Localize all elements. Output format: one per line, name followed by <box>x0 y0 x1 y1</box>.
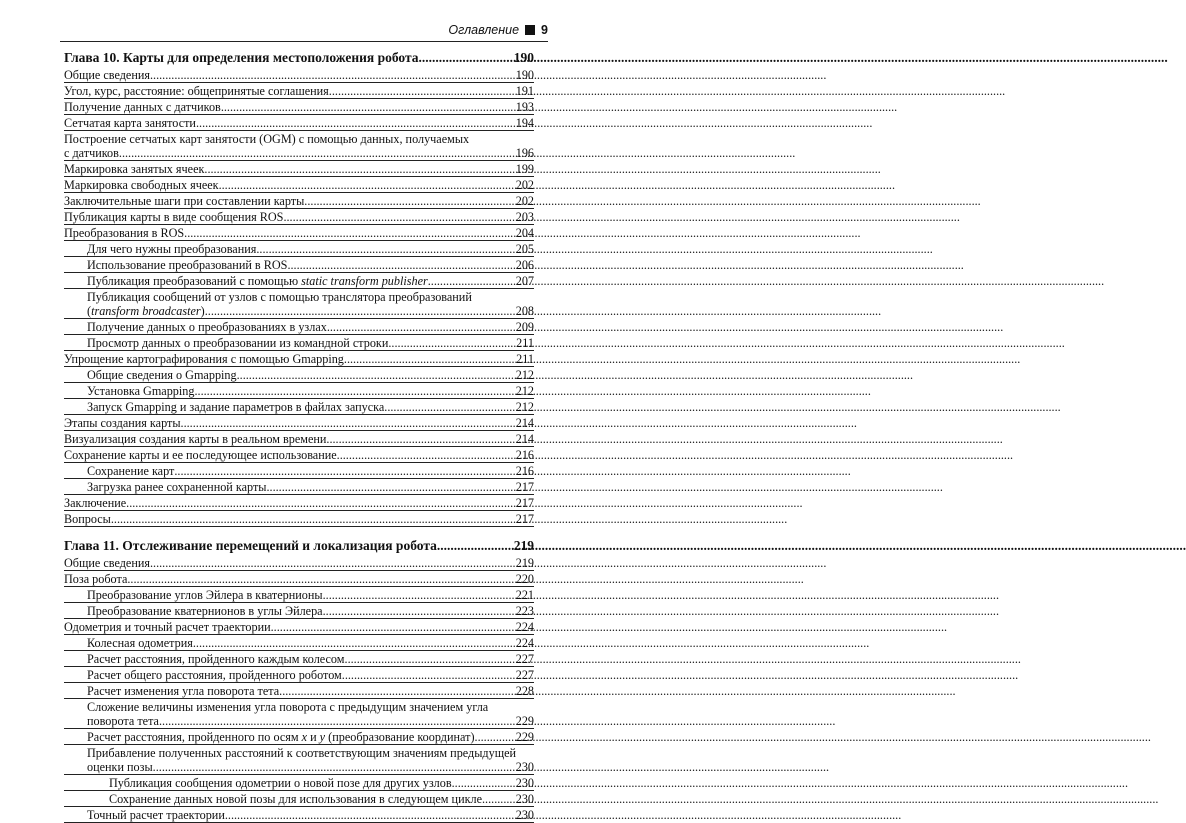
toc-entry[interactable] <box>64 225 534 241</box>
toc-entry[interactable] <box>64 383 534 399</box>
toc-entry-title: Запуск Gmapping и задание параметров в файлах запуска <box>87 400 385 414</box>
dot-leader <box>150 556 515 570</box>
dot-leader <box>266 480 514 494</box>
toc-entry-page-number: 212 <box>515 384 534 398</box>
toc-entry-page-number: 229 <box>515 714 534 728</box>
toc-entry[interactable] <box>64 273 534 289</box>
toc-entry-page-number: 214 <box>515 416 534 430</box>
toc-entry-page-number: 230 <box>515 760 534 774</box>
toc-entry[interactable] <box>64 83 534 99</box>
dot-leader <box>204 162 514 176</box>
toc-entry-page-number: 202 <box>515 178 534 192</box>
toc-entry[interactable] <box>64 161 534 177</box>
toc-entry[interactable] <box>64 131 534 161</box>
toc-entry-page-number: 194 <box>515 116 534 130</box>
toc-entry-page-number: 230 <box>515 808 534 822</box>
toc-entry-title: Общие сведения <box>64 556 150 570</box>
toc-entry-title: Расчет изменения угла поворота тета <box>87 684 280 698</box>
toc-entry[interactable] <box>64 619 534 635</box>
toc-entry[interactable] <box>64 289 534 319</box>
toc-entry-title: Колесная одометрия <box>87 636 193 650</box>
toc-entry-title: Сетчатая карта занятости <box>64 116 196 130</box>
chapter-page-number: 219 <box>513 538 534 553</box>
toc-entry-title: Заключительные шаги при составлении карты <box>64 194 305 208</box>
toc-entry-page-number: 212 <box>515 400 534 414</box>
dot-leader <box>337 448 515 462</box>
dot-leader <box>193 636 515 650</box>
dot-leader <box>344 352 515 366</box>
toc-entry[interactable] <box>64 351 534 367</box>
toc-entry[interactable] <box>64 209 534 225</box>
toc-entry-title: Для чего нужны преобразования <box>87 242 257 256</box>
dot-leader <box>256 242 514 256</box>
toc-entry-title: Одометрия и точный расчет траектории <box>64 620 271 634</box>
toc-entry-page-number: 229 <box>515 730 534 744</box>
toc-entry-page-number: 190 <box>515 68 534 82</box>
toc-entry[interactable] <box>64 571 534 587</box>
toc-entry-title: Общие сведения <box>64 68 150 82</box>
toc-entry-title: Получение данных с датчиков <box>64 100 221 114</box>
toc-entry-page-number: 221 <box>515 588 534 602</box>
dot-leader <box>119 146 515 160</box>
toc-entry-title: Публикация сообщения одометрии о новой позе для других узлов <box>109 776 452 790</box>
dot-leader <box>153 760 515 774</box>
toc-entry-page-number: 196 <box>515 146 534 160</box>
toc-entry-title: с датчиков <box>64 146 119 160</box>
toc-entry[interactable] <box>64 587 534 603</box>
toc-entry-title-line: Сложение величины изменения угла поворота с предыдущим значением угла <box>87 700 489 714</box>
toc-entry-title: Этапы создания карты <box>64 416 181 430</box>
toc-entry-page-number: 228 <box>515 684 534 698</box>
toc-entry-page-number: 202 <box>515 194 534 208</box>
toc-entry[interactable] <box>64 319 534 335</box>
toc-entry-page-number: 224 <box>515 620 534 634</box>
toc-entry-page-number: 199 <box>515 162 534 176</box>
toc-entry-page-number: 217 <box>515 512 534 526</box>
toc-entry[interactable] <box>64 463 534 479</box>
toc-entry[interactable] <box>64 667 534 683</box>
toc-entry[interactable] <box>64 67 534 83</box>
dot-leader <box>388 336 515 350</box>
toc-entry-title-line: Прибавление полученных расстояний к соответствующим значениям предыдущей <box>87 746 517 760</box>
toc-entry[interactable] <box>64 555 534 571</box>
dot-leader <box>126 496 515 510</box>
toc-entry-title: Преобразование кватернионов в углы Эйлера <box>87 604 323 618</box>
dot-leader <box>437 538 513 553</box>
toc-entry-title: Преобразование углов Эйлера в кватернионы <box>87 588 323 602</box>
toc-entry-title: Вопросы <box>64 512 111 526</box>
table-of-contents <box>64 45 534 823</box>
toc-entry-page-number: 191 <box>515 84 534 98</box>
toc-entry-title: Визуализация создания карты в реальном времени <box>64 432 327 446</box>
toc-entry-page-number: 217 <box>515 496 534 510</box>
toc-entry[interactable] <box>64 447 534 463</box>
dot-leader <box>271 620 515 634</box>
chapter-title: Глава 10. Карты для определения местоположения робота <box>64 50 419 65</box>
toc-entry[interactable] <box>64 193 534 209</box>
toc-entry-page-number: 216 <box>515 464 534 478</box>
toc-entry-page-number: 220 <box>515 572 534 586</box>
dot-leader <box>205 304 515 318</box>
toc-entry-title: Сохранение данных новой позы для использования в следующем цикле <box>109 792 482 806</box>
toc-entry-title: Получение данных о преобразованиях в узлах <box>87 320 327 334</box>
toc-entry-page-number: 216 <box>515 448 534 462</box>
dot-leader <box>174 464 514 478</box>
toc-entry-title: Расчет общего расстояния, пройденного роботом <box>87 668 342 682</box>
dot-leader <box>196 116 515 130</box>
dot-leader <box>237 368 515 382</box>
toc-entry[interactable] <box>64 745 534 775</box>
running-header <box>448 21 548 39</box>
toc-entry-page-number: 209 <box>515 320 534 334</box>
toc-entry-page-number: 223 <box>515 604 534 618</box>
toc-entry-title: Публикация карты в виде сообщения ROS <box>64 210 284 224</box>
toc-entry-title: Сохранение карт <box>87 464 175 478</box>
toc-entry-title: Поза робота <box>64 572 128 586</box>
toc-entry-page-number: 217 <box>515 480 534 494</box>
toc-entry-page-number: 227 <box>515 668 534 682</box>
toc-entry[interactable] <box>64 699 534 729</box>
dot-leader <box>127 572 514 586</box>
dot-leader <box>342 668 515 682</box>
dot-leader <box>419 50 513 65</box>
toc-entry[interactable] <box>64 635 534 651</box>
dot-leader <box>384 400 514 414</box>
toc-entry[interactable] <box>64 335 534 351</box>
toc-entry-title: Преобразования в ROS <box>64 226 185 240</box>
header-square-icon <box>525 25 535 35</box>
toc-entry-page-number: 204 <box>515 226 534 240</box>
toc-entry[interactable] <box>64 683 534 699</box>
dot-leader <box>475 730 515 744</box>
toc-entry-title: поворота тета <box>87 714 159 728</box>
toc-entry-page-number: 214 <box>515 432 534 446</box>
dot-leader <box>159 714 515 728</box>
dot-leader <box>327 320 515 334</box>
dot-leader <box>221 100 515 114</box>
toc-entry[interactable] <box>64 415 534 431</box>
dot-leader <box>323 588 515 602</box>
chapter-heading[interactable] <box>64 50 534 65</box>
dot-leader <box>150 68 515 82</box>
toc-entry-title: Просмотр данных о преобразовании из командной строки <box>87 336 389 350</box>
toc-entry[interactable] <box>64 367 534 383</box>
toc-entry-title: Использование преобразований в ROS <box>87 258 288 272</box>
toc-entry-page-number: 206 <box>515 258 534 272</box>
toc-entry[interactable] <box>64 495 534 511</box>
toc-entry[interactable] <box>64 729 534 745</box>
toc-entry-page-number: 205 <box>515 242 534 256</box>
toc-entry[interactable] <box>64 511 534 527</box>
toc-entry-title: Упрощение картографирования с помощью Gmapping <box>64 352 344 366</box>
toc-entry[interactable] <box>64 775 534 791</box>
dot-leader <box>279 684 515 698</box>
toc-entry-page-number: 207 <box>515 274 534 288</box>
toc-entry-title: Сохранение карты и ее последующее использование <box>64 448 337 462</box>
chapter-title: Глава 11. Отслеживание перемещений и локализация робота <box>64 538 437 553</box>
chapter-page-number: 190 <box>513 50 534 65</box>
toc-entry[interactable] <box>64 115 534 131</box>
dot-leader <box>482 792 515 806</box>
toc-entry-page-number: 208 <box>515 304 534 318</box>
dot-leader <box>194 384 514 398</box>
dot-leader <box>219 178 515 192</box>
dot-leader <box>452 776 515 790</box>
toc-entry[interactable] <box>64 791 534 807</box>
toc-entry[interactable] <box>64 241 534 257</box>
toc-entry-title: Установка Gmapping <box>87 384 195 398</box>
toc-entry-title: Угол, курс, расстояние: общепринятые соглашения <box>64 84 329 98</box>
dot-leader <box>326 432 514 446</box>
toc-entry[interactable] <box>64 431 534 447</box>
running-header-page-number: 9 <box>541 23 548 37</box>
dot-leader <box>323 604 515 618</box>
dot-leader <box>304 194 514 208</box>
toc-entry-page-number: 224 <box>515 636 534 650</box>
toc-entry-page-number: 212 <box>515 368 534 382</box>
toc-entry-page-number: 211 <box>516 352 534 366</box>
toc-entry-page-number: 203 <box>515 210 534 224</box>
toc-entry-title: Маркировка свободных ячеек <box>64 178 219 192</box>
toc-entry[interactable] <box>64 99 534 115</box>
header-rule <box>60 41 548 42</box>
toc-entry-page-number: 193 <box>515 100 534 114</box>
dot-leader <box>287 258 514 272</box>
dot-leader <box>181 416 515 430</box>
toc-entry-page-number: 219 <box>515 556 534 570</box>
toc-entry-title: Точный расчет траектории <box>87 808 225 822</box>
toc-entry-title: Публикация преобразований с помощью static transform publisher <box>87 274 428 288</box>
toc-entry-title: Заключение <box>64 496 127 510</box>
toc-entry[interactable] <box>64 603 534 619</box>
toc-entry-page-number: 227 <box>515 652 534 666</box>
running-header-title: Оглавление <box>448 23 520 37</box>
toc-entry[interactable] <box>64 399 534 415</box>
toc-entry-title-line: Публикация сообщений от узлов с помощью транслятора преобразований <box>87 290 472 304</box>
toc-entry-title: Расчет расстояния, пройденного каждым колесом <box>87 652 345 666</box>
dot-leader <box>329 84 515 98</box>
toc-entry-title: Общие сведения о Gmapping <box>87 368 237 382</box>
toc-entry-page-number: 230 <box>515 776 534 790</box>
dot-leader <box>111 512 515 526</box>
dot-leader <box>184 226 515 240</box>
toc-entry-title: Маркировка занятых ячеек <box>64 162 205 176</box>
toc-entry[interactable] <box>64 177 534 193</box>
toc-entry[interactable] <box>64 257 534 273</box>
toc-entry-page-number: 230 <box>515 792 534 806</box>
dot-leader <box>345 652 515 666</box>
toc-entry-title-line: Построение сетчатых карт занятости (OGM) с помощью данных, получаемых <box>64 132 470 146</box>
dot-leader <box>225 808 515 822</box>
chapter-heading[interactable] <box>64 538 534 553</box>
toc-entry-title: оценки позы <box>87 760 153 774</box>
toc-entry-page-number: 211 <box>516 336 534 350</box>
toc-entry[interactable] <box>64 807 534 823</box>
dot-leader <box>428 274 515 288</box>
toc-entry[interactable] <box>64 479 534 495</box>
toc-entry-title: Загрузка ранее сохраненной карты <box>87 480 267 494</box>
toc-entry-title: (transform broadcaster) <box>87 304 205 318</box>
toc-entry[interactable] <box>64 651 534 667</box>
dot-leader <box>283 210 514 224</box>
toc-entry-title: Расчет расстояния, пройденного по осям x и y (преобразование координат) <box>87 730 475 744</box>
